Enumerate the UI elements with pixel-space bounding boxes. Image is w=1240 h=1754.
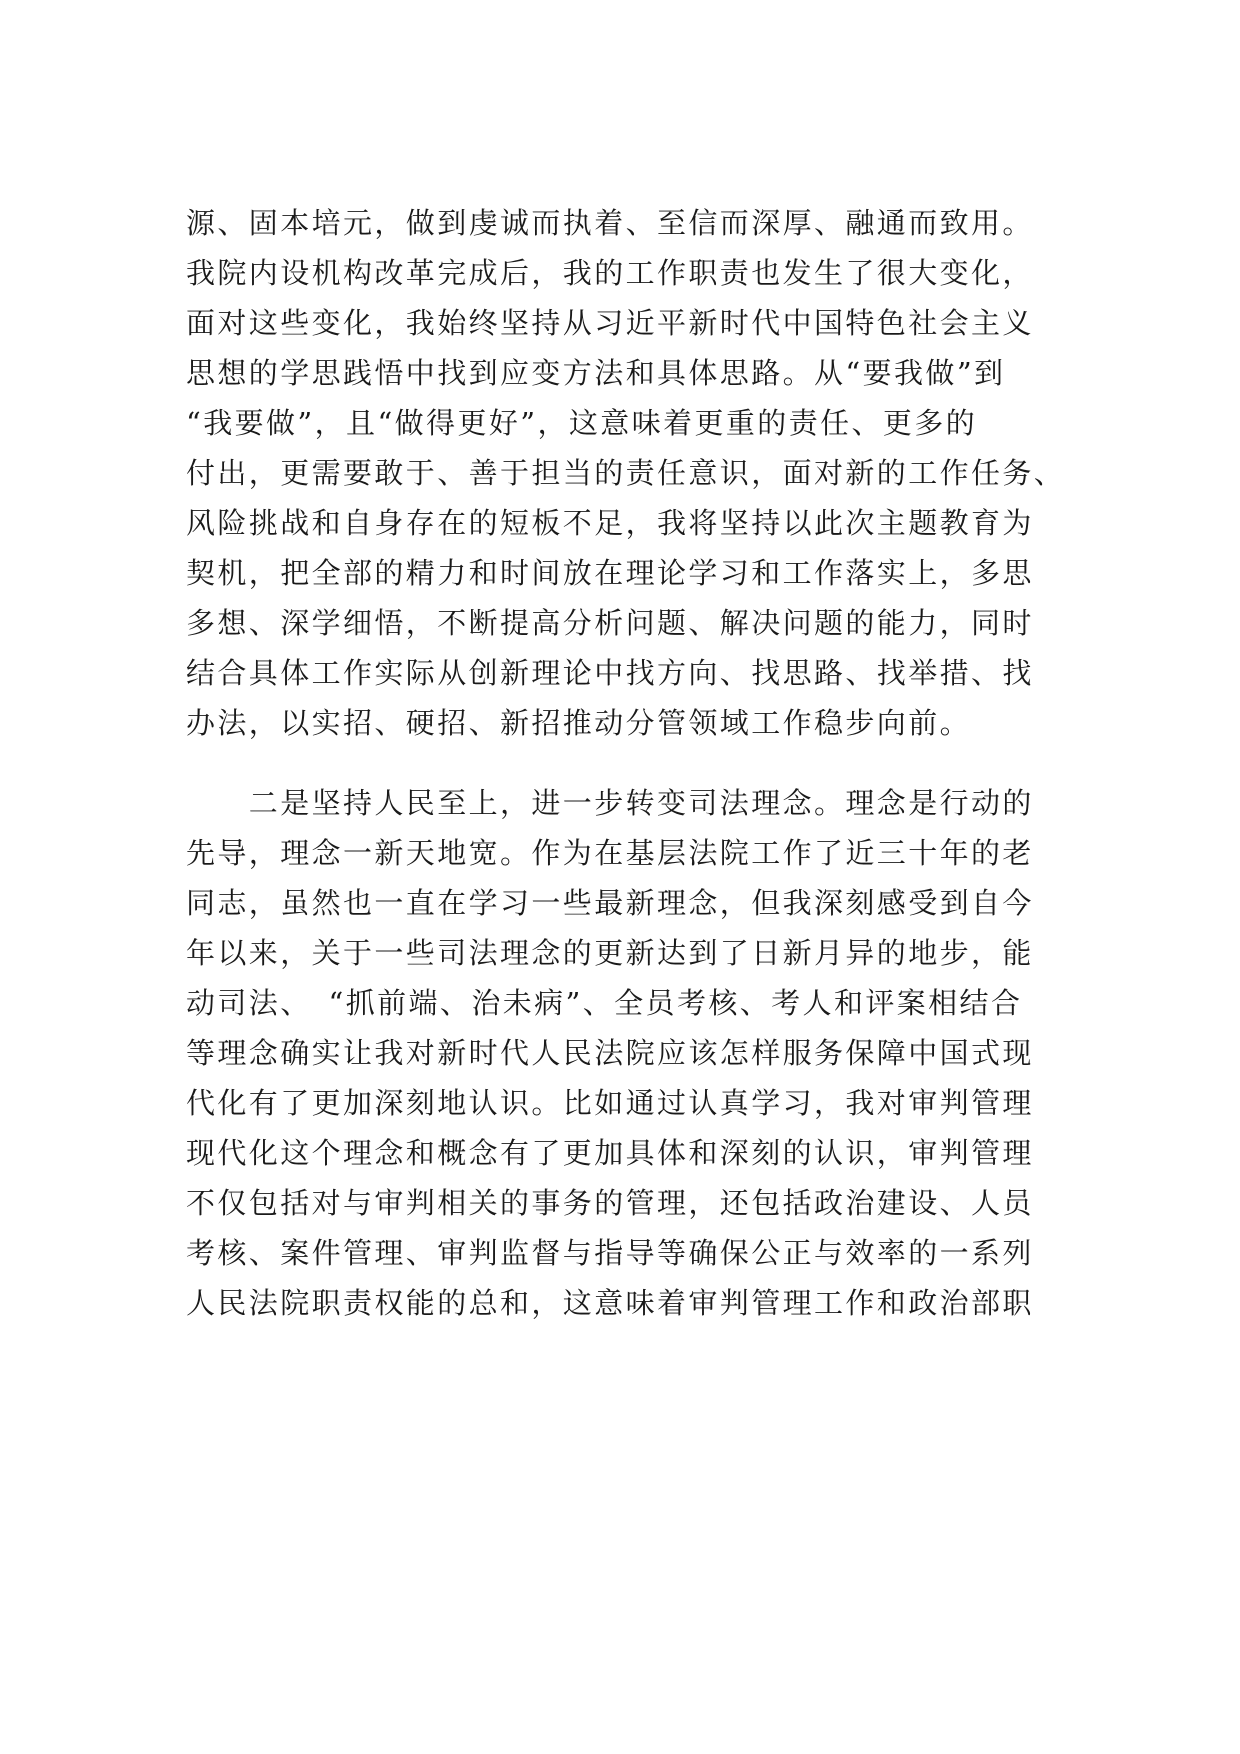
text-line: 不仅包括对与审判相关的事务的管理，还包括政治建设、人员 [186,1186,1034,1220]
text-line: 思想的学思践悟中找到应变方法和具体思路。从“要我做”到 [186,356,1006,390]
text-line: 契机，把全部的精力和时间放在理论学习和工作落实上，多思 [186,556,1034,590]
text-line: 考核、案件管理、审判监督与指导等确保公正与效率的一系列 [186,1236,1034,1270]
text-line: 人民法院职责权能的总和，这意味着审判管理工作和政治部职 [186,1286,1034,1320]
text-line: 面对这些变化，我始终坚持从习近平新时代中国特色社会主义 [186,306,1034,340]
text-line: 代化有了更加深刻地认识。比如通过认真学习，我对审判管理 [186,1086,1034,1120]
paragraph-1 [186,198,1066,748]
text-line: 年以来，关于一些司法理念的更新达到了日新月异的地步，能 [186,936,1034,970]
text-line: 风险挑战和自身存在的短板不足，我将坚持以此次主题教育为 [186,506,1034,540]
text-line: 办法，以实招、硬招、新招推动分管领域工作稳步向前。 [186,706,972,740]
paragraph-2 [186,778,1066,1328]
text-line: 二是坚持人民至上，进一步转变司法理念。理念是行动的 [186,786,1034,820]
text-line: 同志，虽然也一直在学习一些最新理念，但我深刻感受到自今 [186,886,1034,920]
text-line: 付出，更需要敢于、善于担当的责任意识，面对新的工作任务、 [186,456,1066,490]
text-line: 等理念确实让我对新时代人民法院应该怎样服务保障中国式现 [186,1036,1034,1070]
text-line: 结合具体工作实际从创新理论中找方向、找思路、找举措、找 [186,656,1034,690]
text-line: 我院内设机构改革完成后，我的工作职责也发生了很大变化， [186,256,1034,290]
text-line: 源、固本培元，做到虔诚而执着、至信而深厚、融通而致用。 [186,206,1034,240]
text-line: “我要做”，且“做得更好”，这意味着更重的责任、更多的 [186,406,978,440]
text-line: 先导，理念一新天地宽。作为在基层法院工作了近三十年的老 [186,836,1034,870]
paragraph-spacer [186,748,1066,778]
text-line: 动司法、 “抓前端、治未病”、全员考核、考人和评案相结合 [186,986,1023,1020]
document-body [186,198,1066,1328]
text-line: 多想、深学细悟，不断提高分析问题、解决问题的能力，同时 [186,606,1034,640]
text-line: 现代化这个理念和概念有了更加具体和深刻的认识，审判管理 [186,1136,1034,1170]
